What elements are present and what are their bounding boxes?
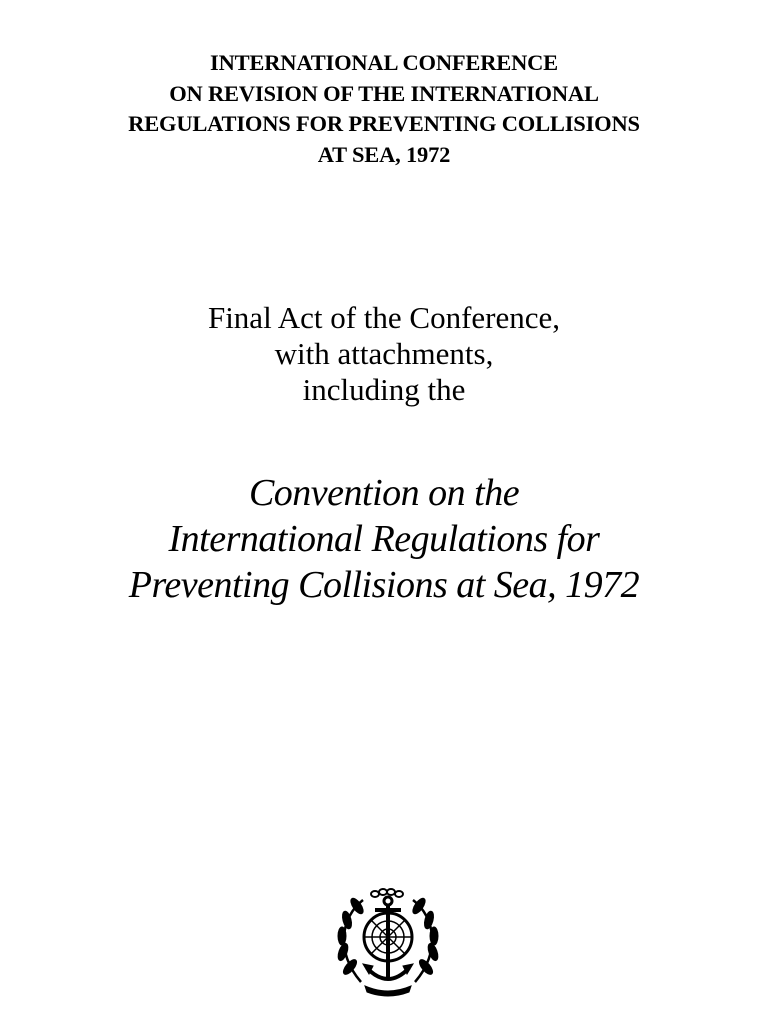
convention-line: Convention on the bbox=[248, 472, 520, 514]
final-act-subtitle bbox=[0, 300, 768, 408]
heading-line: REGULATIONS FOR PREVENTING COLLISIONS bbox=[128, 111, 640, 136]
subtitle-line: with attachments, bbox=[274, 336, 494, 371]
convention-line: International Regulations for bbox=[168, 518, 600, 560]
subtitle-line: including the bbox=[302, 372, 466, 407]
heading-line: ON REVISION OF THE INTERNATIONAL bbox=[169, 80, 599, 106]
heading-line: INTERNATIONAL CONFERENCE bbox=[210, 50, 558, 75]
heading-line: AT SEA, 1972 bbox=[317, 141, 451, 167]
conference-heading bbox=[0, 48, 768, 170]
subtitle-line: Final Act of the Conference, bbox=[207, 300, 561, 335]
convention-line: Preventing Collisions at Sea, 1972 bbox=[128, 564, 640, 606]
convention-title bbox=[0, 470, 768, 608]
imo-emblem-icon bbox=[323, 882, 453, 1002]
